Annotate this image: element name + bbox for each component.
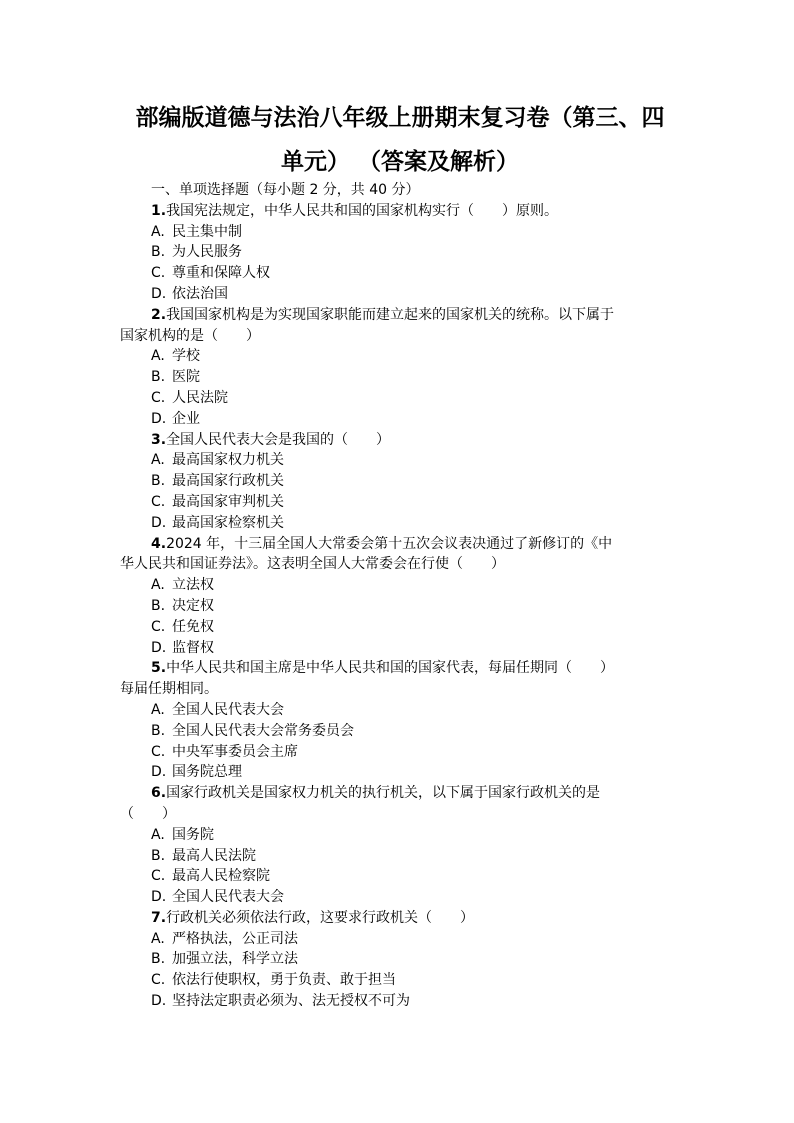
option-text: 坚持法定职责必须为、法无授权不可为 xyxy=(172,993,410,1010)
option-letter: A. xyxy=(151,826,165,843)
question-text: （ ） xyxy=(120,805,176,822)
answer-option xyxy=(120,450,680,471)
answer-option xyxy=(120,596,680,617)
option-letter: C. xyxy=(151,265,166,282)
question-1 xyxy=(120,201,680,305)
answer-option xyxy=(120,513,680,534)
option-letter: A. xyxy=(151,701,165,718)
answer-option xyxy=(120,388,680,409)
question-text: 国家行政机关是国家权力机关的执行机关，以下属于国家行政机关的是 xyxy=(166,785,601,802)
option-letter: D. xyxy=(151,514,167,531)
option-text: 医院 xyxy=(172,369,200,386)
answer-option xyxy=(120,575,680,596)
question-text: 行政机关必须依法行政，这要求行政机关（ ） xyxy=(166,909,475,926)
option-letter: C. xyxy=(151,868,166,885)
answer-option xyxy=(120,721,680,742)
answer-option xyxy=(120,846,680,867)
option-letter: A. xyxy=(151,452,165,469)
answer-option xyxy=(120,742,680,763)
option-text: 民主集中制 xyxy=(172,223,242,240)
option-letter: C. xyxy=(151,618,166,635)
option-text: 最高国家审判机关 xyxy=(172,493,284,510)
option-letter: D. xyxy=(151,285,167,302)
question-6 xyxy=(120,783,680,908)
option-text: 国务院 xyxy=(172,826,214,843)
option-text: 严格执法，公正司法 xyxy=(172,930,298,947)
document-body xyxy=(120,180,680,1012)
option-text: 加强立法，科学立法 xyxy=(172,951,298,968)
answer-option xyxy=(120,222,680,243)
option-letter: C. xyxy=(151,743,166,760)
question-text: 我国宪法规定，中华人民共和国的国家机构实行（ ）原则。 xyxy=(166,202,559,219)
answer-option xyxy=(120,825,680,846)
question-text: 全国人民代表大会是我国的（ ） xyxy=(166,431,391,448)
answer-option xyxy=(120,991,680,1012)
question-3 xyxy=(120,430,680,534)
option-text: 最高国家权力机关 xyxy=(172,452,284,469)
answer-option xyxy=(120,638,680,659)
answer-option xyxy=(120,887,680,908)
option-text: 全国人民代表大会常务委员会 xyxy=(172,722,354,739)
answer-option xyxy=(120,700,680,721)
question-number: 6. xyxy=(151,785,167,802)
document-title-line-2: 单元） （答案及解析） xyxy=(280,148,519,175)
option-text: 立法权 xyxy=(172,577,214,594)
answer-option xyxy=(120,762,680,783)
answer-option xyxy=(120,866,680,887)
option-text: 最高人民法院 xyxy=(172,847,256,864)
option-letter: D. xyxy=(151,889,167,906)
option-text: 最高人民检察院 xyxy=(172,868,270,885)
option-text: 尊重和保障人权 xyxy=(172,265,270,282)
option-letter: A. xyxy=(151,348,165,365)
option-letter: C. xyxy=(151,972,166,989)
question-number: 7. xyxy=(151,909,167,926)
question-number: 1. xyxy=(151,202,167,219)
option-text: 依法行使职权，勇于负责、敢于担当 xyxy=(172,972,396,989)
question-stem-continued xyxy=(120,326,680,347)
question-7 xyxy=(120,908,680,1012)
question-number: 4. xyxy=(151,535,167,552)
question-text: 国家机构的是（ ） xyxy=(120,327,260,344)
option-text: 学校 xyxy=(172,348,200,365)
question-number: 2. xyxy=(151,306,167,323)
question-stem xyxy=(120,534,680,555)
question-number: 5. xyxy=(151,660,167,677)
section-heading: 一、单项选择题（每小题 2 分，共 40 分） xyxy=(151,182,420,198)
option-letter: B. xyxy=(151,473,166,490)
question-text: 2024 年，十三届全国人大常委会第十五次会议表决通过了新修订的《中 xyxy=(166,535,613,552)
option-letter: A. xyxy=(151,930,165,947)
question-list xyxy=(120,201,680,1012)
option-text: 人民法院 xyxy=(172,389,228,406)
answer-option xyxy=(120,242,680,263)
question-number: 3. xyxy=(151,431,167,448)
answer-option xyxy=(120,409,680,430)
question-stem xyxy=(120,658,680,679)
option-text: 全国人民代表大会 xyxy=(172,701,284,718)
answer-option xyxy=(120,929,680,950)
question-text: 每届任期相同。 xyxy=(120,681,218,698)
option-letter: A. xyxy=(151,223,165,240)
option-text: 监督权 xyxy=(172,639,214,656)
option-text: 决定权 xyxy=(172,597,214,614)
option-letter: C. xyxy=(151,493,166,510)
option-letter: C. xyxy=(151,389,166,406)
question-stem-continued xyxy=(120,554,680,575)
answer-option xyxy=(120,284,680,305)
option-text: 依法治国 xyxy=(172,285,228,302)
option-letter: D. xyxy=(151,410,167,427)
option-text: 中央军事委员会主席 xyxy=(172,743,298,760)
question-text: 华人民共和国证券法》。这表明全国人大常委会在行使（ ） xyxy=(120,556,505,573)
option-text: 国务院总理 xyxy=(172,764,242,781)
question-4 xyxy=(120,534,680,659)
option-text: 最高国家行政机关 xyxy=(172,473,284,490)
option-letter: B. xyxy=(151,597,166,614)
answer-option xyxy=(120,970,680,991)
document-title-line-1: 部编版道德与法治八年级上册期末复习卷（第三、四 xyxy=(135,104,665,131)
option-letter: B. xyxy=(151,722,166,739)
question-stem-continued xyxy=(120,804,680,825)
option-text: 企业 xyxy=(172,410,200,427)
answer-option xyxy=(120,346,680,367)
option-letter: B. xyxy=(151,369,166,386)
answer-option xyxy=(120,492,680,513)
option-letter: B. xyxy=(151,244,166,261)
question-stem xyxy=(120,201,680,222)
answer-option xyxy=(120,471,680,492)
option-text: 最高国家检察机关 xyxy=(172,514,284,531)
answer-option xyxy=(120,617,680,638)
option-text: 任免权 xyxy=(172,618,214,635)
option-letter: D. xyxy=(151,764,167,781)
question-stem-continued xyxy=(120,679,680,700)
question-text: 中华人民共和国主席是中华人民共和国的国家代表，每届任期同（ ） xyxy=(166,660,615,677)
question-stem xyxy=(120,783,680,804)
option-letter: D. xyxy=(151,639,167,656)
option-letter: B. xyxy=(151,847,166,864)
answer-option xyxy=(120,949,680,970)
question-stem xyxy=(120,305,680,326)
option-text: 全国人民代表大会 xyxy=(172,889,284,906)
option-letter: A. xyxy=(151,577,165,594)
question-stem xyxy=(120,430,680,451)
answer-option xyxy=(120,367,680,388)
option-letter: B. xyxy=(151,951,166,968)
option-letter: D. xyxy=(151,993,167,1010)
question-text: 我国国家机构是为实现国家职能而建立起来的国家机关的统称。以下属于 xyxy=(166,306,615,323)
option-text: 为人民服务 xyxy=(172,244,242,261)
question-5 xyxy=(120,658,680,783)
question-2 xyxy=(120,305,680,430)
question-stem xyxy=(120,908,680,929)
answer-option xyxy=(120,263,680,284)
